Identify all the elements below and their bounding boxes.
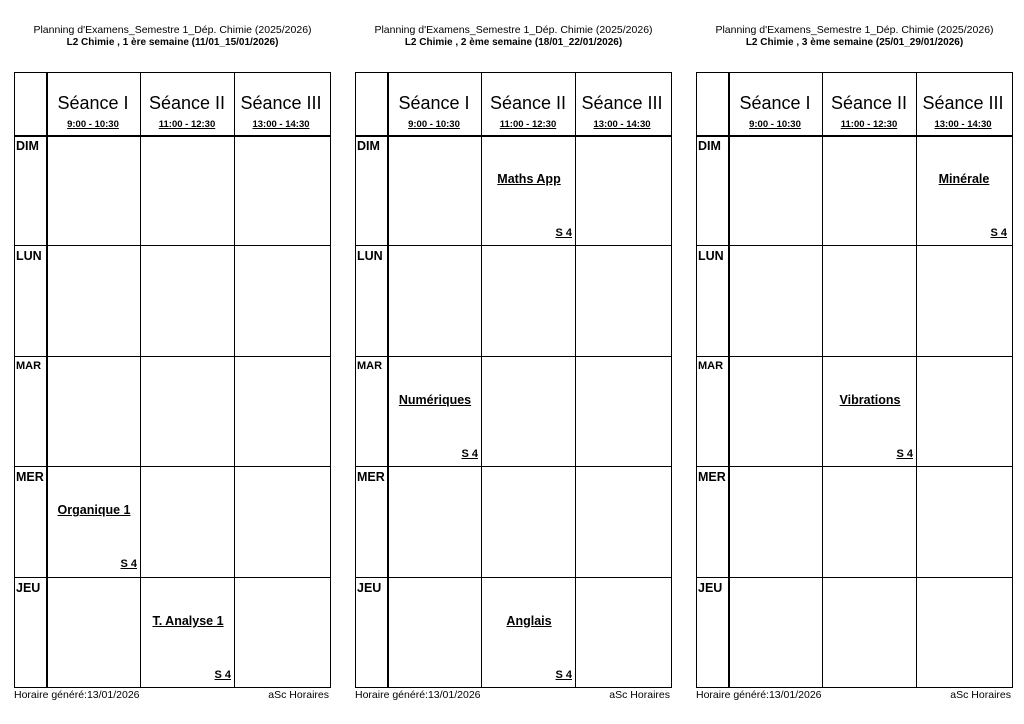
exam-room: S 4 xyxy=(555,668,572,681)
schedule-grid xyxy=(696,72,1013,688)
week-panel xyxy=(355,0,672,724)
day-label: DIM xyxy=(698,139,721,153)
session-time: 11:00 - 12:30 xyxy=(840,119,898,130)
exam-cell xyxy=(47,466,141,576)
row-divider xyxy=(697,466,1012,467)
exam-room: S 4 xyxy=(120,558,137,571)
day-label: LUN xyxy=(698,249,724,264)
day-label: DIM xyxy=(16,139,39,153)
day-label: MAR xyxy=(16,359,42,372)
column-divider xyxy=(728,73,730,687)
session-name: Séance III xyxy=(240,93,322,113)
row-divider xyxy=(697,577,1012,578)
week-panel xyxy=(696,0,1013,724)
day-label: JEU xyxy=(357,580,382,595)
week-panel xyxy=(14,0,331,724)
exam-subject: Maths App xyxy=(497,172,561,186)
schedule-subtitle: L2 Chimie , 3 ème semaine (25/01_29/01/2026) xyxy=(745,37,964,48)
session-header xyxy=(140,73,234,135)
exam-subject: Minérale xyxy=(938,172,990,186)
exam-cell xyxy=(823,356,917,466)
session-time: 9:00 - 10:30 xyxy=(67,119,119,130)
row-divider xyxy=(15,356,330,357)
exam-subject: Organique 1 xyxy=(57,503,131,518)
exam-cell xyxy=(917,135,1011,245)
session-header xyxy=(481,73,575,135)
session-name: Séance II xyxy=(489,93,567,113)
session-name: Séance II xyxy=(830,93,908,113)
generated-date: Horaire généré:13/01/2026 xyxy=(355,689,481,701)
schedule-grid xyxy=(355,72,672,688)
session-name: Séance I xyxy=(739,93,811,113)
day-label: MAR xyxy=(357,359,383,372)
session-time: 9:00 - 10:30 xyxy=(749,119,801,130)
day-label: JEU xyxy=(698,580,723,595)
session-name: Séance II xyxy=(148,93,226,113)
session-time: 13:00 - 14:30 xyxy=(593,119,651,130)
session-time: 11:00 - 12:30 xyxy=(158,119,216,130)
schedule-title: Planning d'Examens_Semestre 1_Dép. Chimie (2025/2026) xyxy=(374,24,653,36)
exam-room: S 4 xyxy=(896,447,913,460)
row-divider xyxy=(697,245,1012,246)
exam-room: S 4 xyxy=(461,447,478,460)
session-header xyxy=(728,73,822,135)
exam-cell xyxy=(482,577,576,687)
session-header xyxy=(575,73,669,135)
day-label: LUN xyxy=(357,249,383,264)
exam-cell xyxy=(482,135,576,245)
generated-date: Horaire généré:13/01/2026 xyxy=(14,689,140,701)
exam-subject: Vibrations xyxy=(839,392,901,407)
session-name: Séance I xyxy=(398,93,470,113)
schedule-title: Planning d'Examens_Semestre 1_Dép. Chimie (2025/2026) xyxy=(715,24,994,36)
exam-subject: Anglais xyxy=(506,613,552,628)
day-label: JEU xyxy=(16,580,41,595)
session-name: Séance I xyxy=(57,93,129,113)
software-credit: aSc Horaires xyxy=(268,689,329,701)
exam-subject: Numériques xyxy=(398,392,472,407)
session-header xyxy=(46,73,140,135)
row-divider xyxy=(356,466,671,467)
exam-room: S 4 xyxy=(555,227,572,239)
schedule-subtitle: L2 Chimie , 2 ème semaine (18/01_22/01/2026) xyxy=(404,37,623,48)
column-divider xyxy=(46,73,48,687)
session-header xyxy=(916,73,1010,135)
row-divider xyxy=(15,135,330,137)
schedule-grid xyxy=(14,72,331,688)
row-divider xyxy=(15,245,330,246)
session-time: 9:00 - 10:30 xyxy=(408,119,460,130)
software-credit: aSc Horaires xyxy=(950,689,1011,701)
session-header xyxy=(234,73,328,135)
day-label: MER xyxy=(16,470,44,485)
schedule-subtitle: L2 Chimie , 1 ère semaine (11/01_15/01/2026) xyxy=(66,37,279,48)
exam-subject: T. Analyse 1 xyxy=(152,613,224,628)
session-name: Séance III xyxy=(922,93,1004,113)
exam-room: S 4 xyxy=(990,227,1007,239)
exam-room: S 4 xyxy=(214,668,231,681)
session-time: 13:00 - 14:30 xyxy=(934,119,992,130)
day-label: MER xyxy=(357,470,385,485)
exam-cell xyxy=(141,577,235,687)
schedule-title: Planning d'Examens_Semestre 1_Dép. Chimie (2025/2026) xyxy=(33,24,312,36)
session-header xyxy=(387,73,481,135)
day-label: DIM xyxy=(357,139,380,153)
row-divider xyxy=(356,245,671,246)
generated-date: Horaire généré:13/01/2026 xyxy=(696,689,822,701)
session-header xyxy=(822,73,916,135)
day-label: MER xyxy=(698,470,726,485)
software-credit: aSc Horaires xyxy=(609,689,670,701)
day-label: MAR xyxy=(698,359,724,372)
day-label: LUN xyxy=(16,249,42,264)
session-time: 11:00 - 12:30 xyxy=(499,119,557,130)
session-time: 13:00 - 14:30 xyxy=(252,119,310,130)
session-name: Séance III xyxy=(581,93,663,113)
exam-cell xyxy=(388,356,482,466)
